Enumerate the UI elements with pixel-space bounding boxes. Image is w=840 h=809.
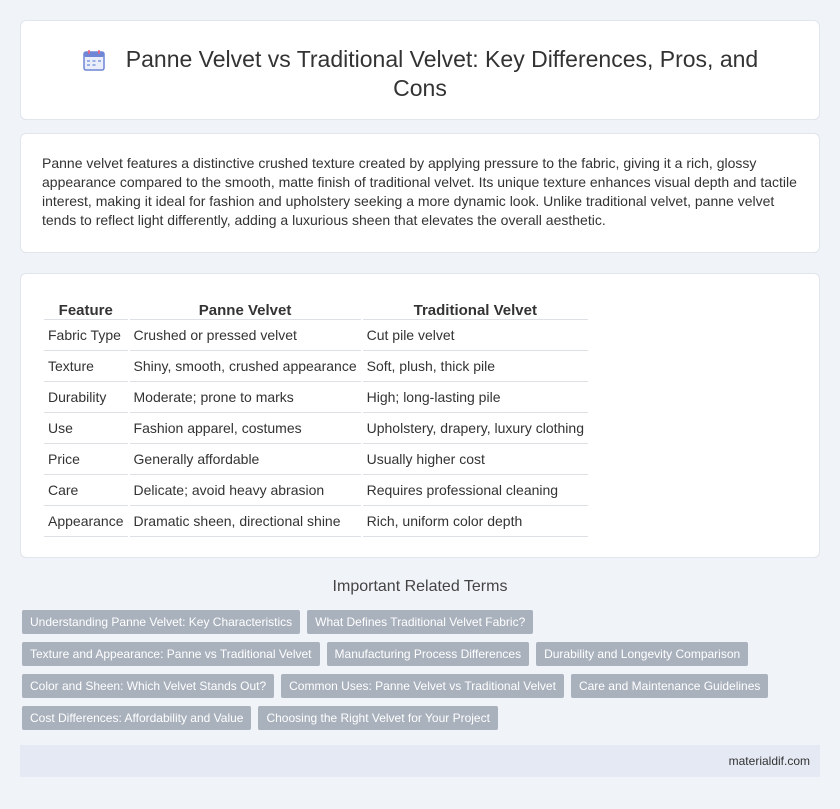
table-cell: Texture xyxy=(44,351,128,382)
header-panne-velvet: Panne Velvet xyxy=(130,294,361,320)
comparison-card xyxy=(20,273,820,558)
footer xyxy=(20,745,820,777)
related-terms-row xyxy=(22,610,812,642)
table-row xyxy=(44,475,588,506)
summary-card xyxy=(20,133,820,253)
related-term-tag[interactable]: Manufacturing Process Differences xyxy=(327,642,530,666)
table-header-row xyxy=(44,294,588,320)
table-cell: Durability xyxy=(44,382,128,413)
table-cell: Usually higher cost xyxy=(363,444,588,475)
table-cell: Delicate; avoid heavy abrasion xyxy=(130,475,361,506)
table-cell: Upholstery, drapery, luxury clothing xyxy=(363,413,588,444)
related-terms-list xyxy=(22,610,812,738)
table-row xyxy=(44,413,588,444)
page-title: Panne Velvet vs Traditional Velvet: Key Differences, Pros, and Cons xyxy=(125,46,759,101)
table-cell: Moderate; prone to marks xyxy=(130,382,361,413)
related-term-tag[interactable]: Cost Differences: Affordability and Value xyxy=(22,706,251,730)
summary-text: Panne velvet features a distinctive crushed texture created by applying pressure to the fabric, giving it a rich, glossy appearance compared to the smooth, matte finish of traditional velvet. Its unique texture enhances visual depth and tactile interest, making it ideal for fashion and upholstery seeking a more dynamic look. Unlike traditional velvet, panne velvet tends to reflect light differently, adding a luxurious sheen that elevates the overall aesthetic. xyxy=(42,155,797,228)
related-terms-row xyxy=(22,674,812,706)
related-term-tag[interactable]: Durability and Longevity Comparison xyxy=(536,642,748,666)
table-row xyxy=(44,444,588,475)
related-terms-row xyxy=(22,642,812,674)
table-cell: Fabric Type xyxy=(44,320,128,351)
table-row xyxy=(44,506,588,537)
related-term-tag[interactable]: Care and Maintenance Guidelines xyxy=(571,674,768,698)
table-cell: Rich, uniform color depth xyxy=(363,506,588,537)
related-term-tag[interactable]: Understanding Panne Velvet: Key Characteristics xyxy=(22,610,300,634)
table-cell: Use xyxy=(44,413,128,444)
table-cell: Price xyxy=(44,444,128,475)
related-terms-row xyxy=(22,706,812,738)
related-term-tag[interactable]: What Defines Traditional Velvet Fabric? xyxy=(307,610,533,634)
comparison-table xyxy=(42,294,590,537)
title-card xyxy=(20,20,820,120)
table-cell: Dramatic sheen, directional shine xyxy=(130,506,361,537)
table-cell: Appearance xyxy=(44,506,128,537)
table-row xyxy=(44,351,588,382)
table-cell: Shiny, smooth, crushed appearance xyxy=(130,351,361,382)
related-term-tag[interactable]: Color and Sheen: Which Velvet Stands Out? xyxy=(22,674,274,698)
related-term-tag[interactable]: Common Uses: Panne Velvet vs Traditional Velvet xyxy=(281,674,564,698)
related-term-tag[interactable]: Texture and Appearance: Panne vs Traditional Velvet xyxy=(22,642,320,666)
table-cell: Requires professional cleaning xyxy=(363,475,588,506)
header-traditional-velvet: Traditional Velvet xyxy=(363,294,588,320)
calendar-icon xyxy=(82,48,106,72)
table-cell: Crushed or pressed velvet xyxy=(130,320,361,351)
footer-site-link[interactable]: materialdif.com xyxy=(728,754,810,768)
related-term-tag[interactable]: Choosing the Right Velvet for Your Project xyxy=(258,706,497,730)
header-feature: Feature xyxy=(44,294,128,320)
related-terms-title: Important Related Terms xyxy=(332,578,508,595)
table-cell: Cut pile velvet xyxy=(363,320,588,351)
table-row xyxy=(44,382,588,413)
table-cell: Generally affordable xyxy=(130,444,361,475)
table-cell: High; long-lasting pile xyxy=(363,382,588,413)
table-row xyxy=(44,320,588,351)
table-cell: Fashion apparel, costumes xyxy=(130,413,361,444)
table-cell: Soft, plush, thick pile xyxy=(363,351,588,382)
table-cell: Care xyxy=(44,475,128,506)
